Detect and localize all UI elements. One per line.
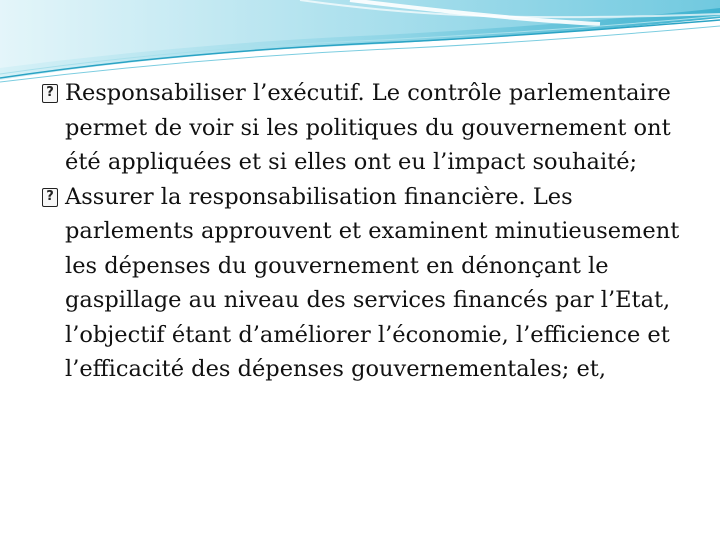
missing-glyph-icon — [42, 188, 58, 207]
bullet-text: Assurer la responsabilisation financière. Les parlements approuvent et examinent minutieusement les dépenses du gouvernement en dénonçant le gaspillage au niveau des services financés par l’Etat, l’objectif étant d’améliorer l’économie, l’efficience et l’efficacité des dépenses gouvernementales; et, — [65, 183, 680, 382]
bullet-item — [42, 180, 692, 387]
bullet-item — [42, 76, 692, 180]
bullet-list — [42, 76, 692, 387]
missing-glyph-icon — [42, 84, 58, 103]
bullet-text: Responsabiliser l’exécutif. Le contrôle parlementaire permet de voir si les politiques du gouvernement ont été appliquées et si elles ont eu l’impact souhaité; — [65, 80, 671, 175]
